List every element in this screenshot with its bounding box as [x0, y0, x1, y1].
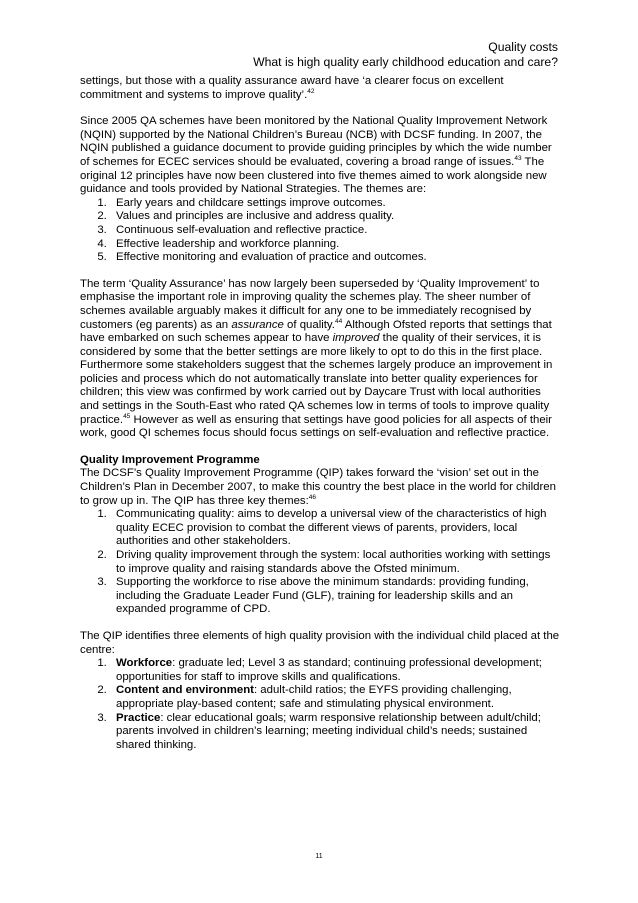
- footnote-ref: 42: [307, 87, 315, 95]
- paragraph-qip-intro: The DCSF’s Quality Improvement Programme (QIP) takes forward the ‘vision’ set out in the Children’s Plan in December 2007, to make this country the best place in the world for children to grow up in. The QIP has three key themes:$^{46}$: [80, 467, 556, 507]
- list-item: 1. Workforce: graduate led; Level 3 as standard; continuing professional development; opportunities for staff to improve skills and qualifications.: [110, 657, 562, 684]
- paragraph-continuation: settings, but those with a quality assurance award have ‘a clearer focus on excellent commitment and systems to improve quality’.$^{42}$: [80, 75, 504, 101]
- page-number: 11: [315, 853, 323, 860]
- list-item: 3. Continuous self-evaluation and reflective practice.: [110, 224, 562, 238]
- list-item: 2. Content and environment: adult-child ratios; the EYFS providing challenging, appropriate play-based content; safe and stimulating physical environment.: [110, 684, 562, 711]
- list-item: 1. Communicating quality: aims to develop a universal view of the characteristics of high quality ECEC provision to combat the different views of parents, providers, local authorities and other stakeholders.: [110, 508, 562, 549]
- paragraph-elements-intro: The QIP identifies three elements of high quality provision with the individual child placed at the centre:: [80, 629, 560, 656]
- themes-list: [80, 197, 562, 265]
- list-item: 3. Supporting the workforce to rise above the minimum standards: providing funding, including the Graduate Leader Fund (GLF), training for leadership skills and an expanded programme of CPD.: [110, 576, 562, 617]
- elements-list: [80, 657, 562, 752]
- page-body: [80, 75, 562, 765]
- list-item: 5. Effective monitoring and evaluation of practice and outcomes.: [110, 251, 562, 265]
- list-item: 3. Practice: clear educational goals; warm responsive relationship between adult/child; parents involved in children’s learning; meeting individual child’s needs; sustained shared thinking.: [110, 712, 562, 753]
- paragraph-quality-assurance: The term ‘Quality Assurance’ has now largely been superseded by ‘Quality Improvement’ to emphasise the important role in improving quality the schemes play. The sheer number of schemes available arguably makes it difficult for any one to be immediately recognised by customers (eg parents) as an assurance of quality.$^{44}$ Although Ofsted reports that settings that have embarked on such schemes appear to have improved the quality of their services, it is considered by some that the better settings are more likely to opt to do this in the first place. Furthermore some stakeholders suggest that the schemes largely produce an improvement in policies and process which do not automatically translate into better quality experiences for children; this view was confirmed by work carried out by Daycare Trust with local authorities and settings in the South-East who rated QA schemes low in terms of tools to improve quality practice.$^{45}$ However as well as ensuring that settings have good policies for all aspects of their work, good QI schemes focus should focus settings on self-evaluation and reflective practice.: [80, 277, 553, 440]
- footnote-ref: 46: [308, 493, 317, 501]
- running-header: [253, 40, 558, 70]
- list-item: 2. Values and principles are inclusive and address quality.: [110, 210, 562, 224]
- list-item: 2. Driving quality improvement through the system: local authorities working with settings to improve quality and raising standards above the Ofsted minimum.: [110, 549, 562, 576]
- section-heading: Quality Improvement Programme: [80, 453, 260, 466]
- list-item: 4. Effective leadership and workforce planning.: [110, 238, 562, 252]
- footnote-ref: 43: [514, 154, 522, 162]
- qip-themes-list: [80, 508, 562, 617]
- footnote-ref: 44: [334, 317, 343, 325]
- paragraph-nqin: Since 2005 QA schemes have been monitored by the National Quality Improvement Network (NQIN) supported by the National Children’s Bureau (NCB) with DCSF funding. In 2007, the NQIN published a guidance document to provide guiding principles by which the wide number of schemes for ECEC services should be evaluated, covering a broad range of issues.$^{43}$ The original 12 principles have now been clustered into five themes aimed to work alongside new guidance and tools provided by National Strategies. The themes are:: [80, 115, 552, 196]
- list-item: 1. Early years and childcare settings improve outcomes.: [110, 197, 562, 211]
- header-line-1: Quality costs: [488, 40, 558, 54]
- footnote-ref: 45: [123, 412, 131, 420]
- header-line-2: What is high quality early childhood education and care?: [253, 55, 558, 69]
